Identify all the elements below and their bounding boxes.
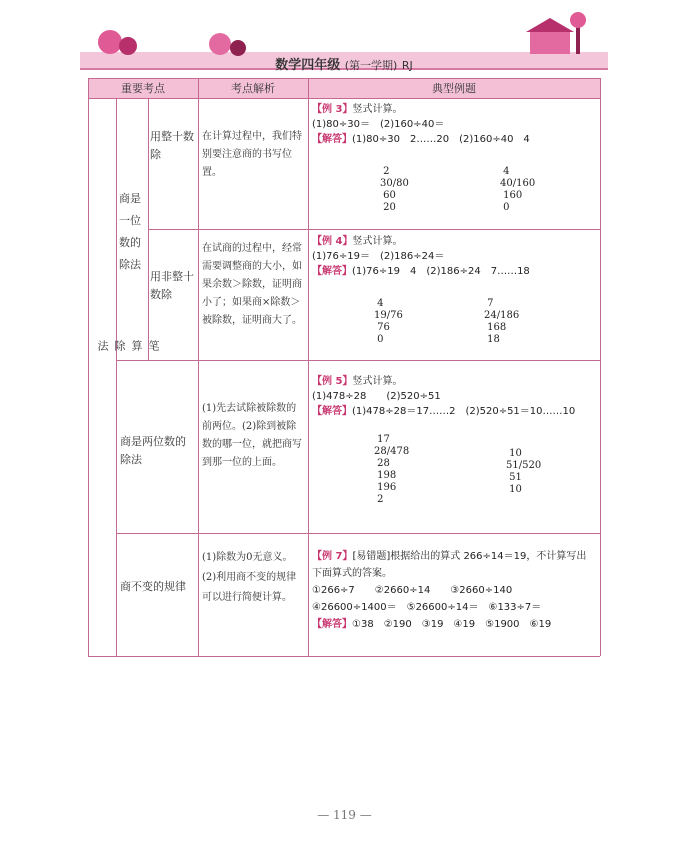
- analysis-3: (1)先去试除被除数的前两位。(2)除到被除数的哪一位，就把商写到那一位的上面。: [202, 403, 302, 468]
- example-tag: 【例 4】: [312, 236, 353, 247]
- col-header-topic: 重要考点: [88, 78, 198, 98]
- long-division-3b: 10 51/520 51 10: [506, 448, 542, 495]
- rule: [88, 656, 600, 657]
- group-topic: 商是一位数的除法: [119, 192, 141, 271]
- answer-tag: 【解答】: [312, 619, 352, 630]
- rule: [308, 78, 309, 656]
- example-title: 竖式计算。: [352, 376, 403, 387]
- answer-text: (1)76÷19 4 (2)186÷24 7……18: [352, 266, 530, 277]
- main-topic: 笔算除法: [96, 340, 160, 353]
- example-note: [易错题]: [352, 551, 391, 562]
- example-3: [312, 102, 596, 147]
- example-4: [312, 234, 596, 279]
- col-header-analysis: 考点解析: [198, 78, 308, 98]
- example-problems: (1)478÷28 (2)520÷51: [312, 391, 441, 402]
- example-problems-2: ④26600÷1400＝ ⑤26600÷14＝ ⑥133÷7＝: [312, 602, 542, 613]
- col-header-example: 典型例题: [308, 78, 600, 98]
- answer-tag: 【解答】: [312, 406, 352, 417]
- book-title: 数学四年级: [275, 58, 341, 73]
- rule: [88, 78, 600, 79]
- book-edition: RJ: [401, 59, 413, 72]
- long-division-3a: 17 28/478 28 198 196 2: [374, 434, 410, 505]
- example-problems: ①266÷7 ②2660÷14 ③2660÷140: [312, 585, 513, 596]
- long-division-2a: 4 19/76 76 0: [374, 298, 403, 345]
- example-title: 竖式计算。: [352, 104, 403, 115]
- answer-text: ①38 ②190 ③19 ④19 ⑤1900 ⑥19: [352, 619, 552, 630]
- long-division-2b: 7 24/186 168 18: [484, 298, 520, 345]
- rule: [88, 98, 600, 99]
- rule: [148, 98, 149, 360]
- book-subtitle: (第一学期): [344, 59, 398, 72]
- example-tag: 【例 3】: [312, 104, 353, 115]
- rule: [116, 533, 600, 534]
- long-division-1b: 4 40/160 160 0: [500, 166, 536, 213]
- rule: [600, 78, 601, 656]
- rule: [148, 229, 600, 230]
- subtopic-2: 用非整十数除: [150, 270, 194, 301]
- answer-text: (1)478÷28＝17……2 (2)520÷51＝10……10: [352, 406, 576, 417]
- page-number: — 119 —: [317, 808, 372, 822]
- analysis-2: 在试商的过程中，经常需要调整商的大小，如果余数＞除数，证明商小了；如果商×除数＞被除数，证明商大了。: [202, 243, 302, 326]
- answer-text: (1)80÷30 2……20 (2)160÷40 4: [352, 134, 530, 145]
- example-problems: (1)76÷19＝ (2)186÷24＝: [312, 251, 445, 262]
- example-5: [312, 374, 596, 419]
- answer-tag: 【解答】: [312, 134, 352, 145]
- example-title: 根据给出的算式 266÷14＝19，不计算写出下面算式的答案。: [312, 551, 587, 579]
- rule: [198, 78, 199, 656]
- subtopic-1: 用整十数除: [150, 130, 194, 161]
- example-problems: (1)80÷30＝ (2)160÷40＝: [312, 119, 445, 130]
- page-banner: [80, 12, 608, 72]
- example-title: 竖式计算。: [352, 236, 403, 247]
- answer-tag: 【解答】: [312, 266, 352, 277]
- example-7: [312, 548, 596, 633]
- analysis-4: (1)除数为0无意义。(2)利用商不变的规律可以进行简便计算。: [202, 552, 297, 603]
- banner-title: [80, 54, 608, 73]
- analysis-1: 在计算过程中，我们特别要注意商的书写位置。: [202, 131, 302, 178]
- subtopic-4: 商不变的规律: [120, 580, 186, 593]
- long-division-1a: 2 30/80 60 20: [380, 166, 409, 213]
- example-tag: 【例 5】: [312, 376, 353, 387]
- rule: [116, 98, 117, 656]
- subtopic-3: 商是两位数的除法: [120, 435, 186, 466]
- example-tag: 【例 7】: [312, 551, 353, 562]
- rule: [88, 78, 89, 656]
- rule: [116, 360, 600, 361]
